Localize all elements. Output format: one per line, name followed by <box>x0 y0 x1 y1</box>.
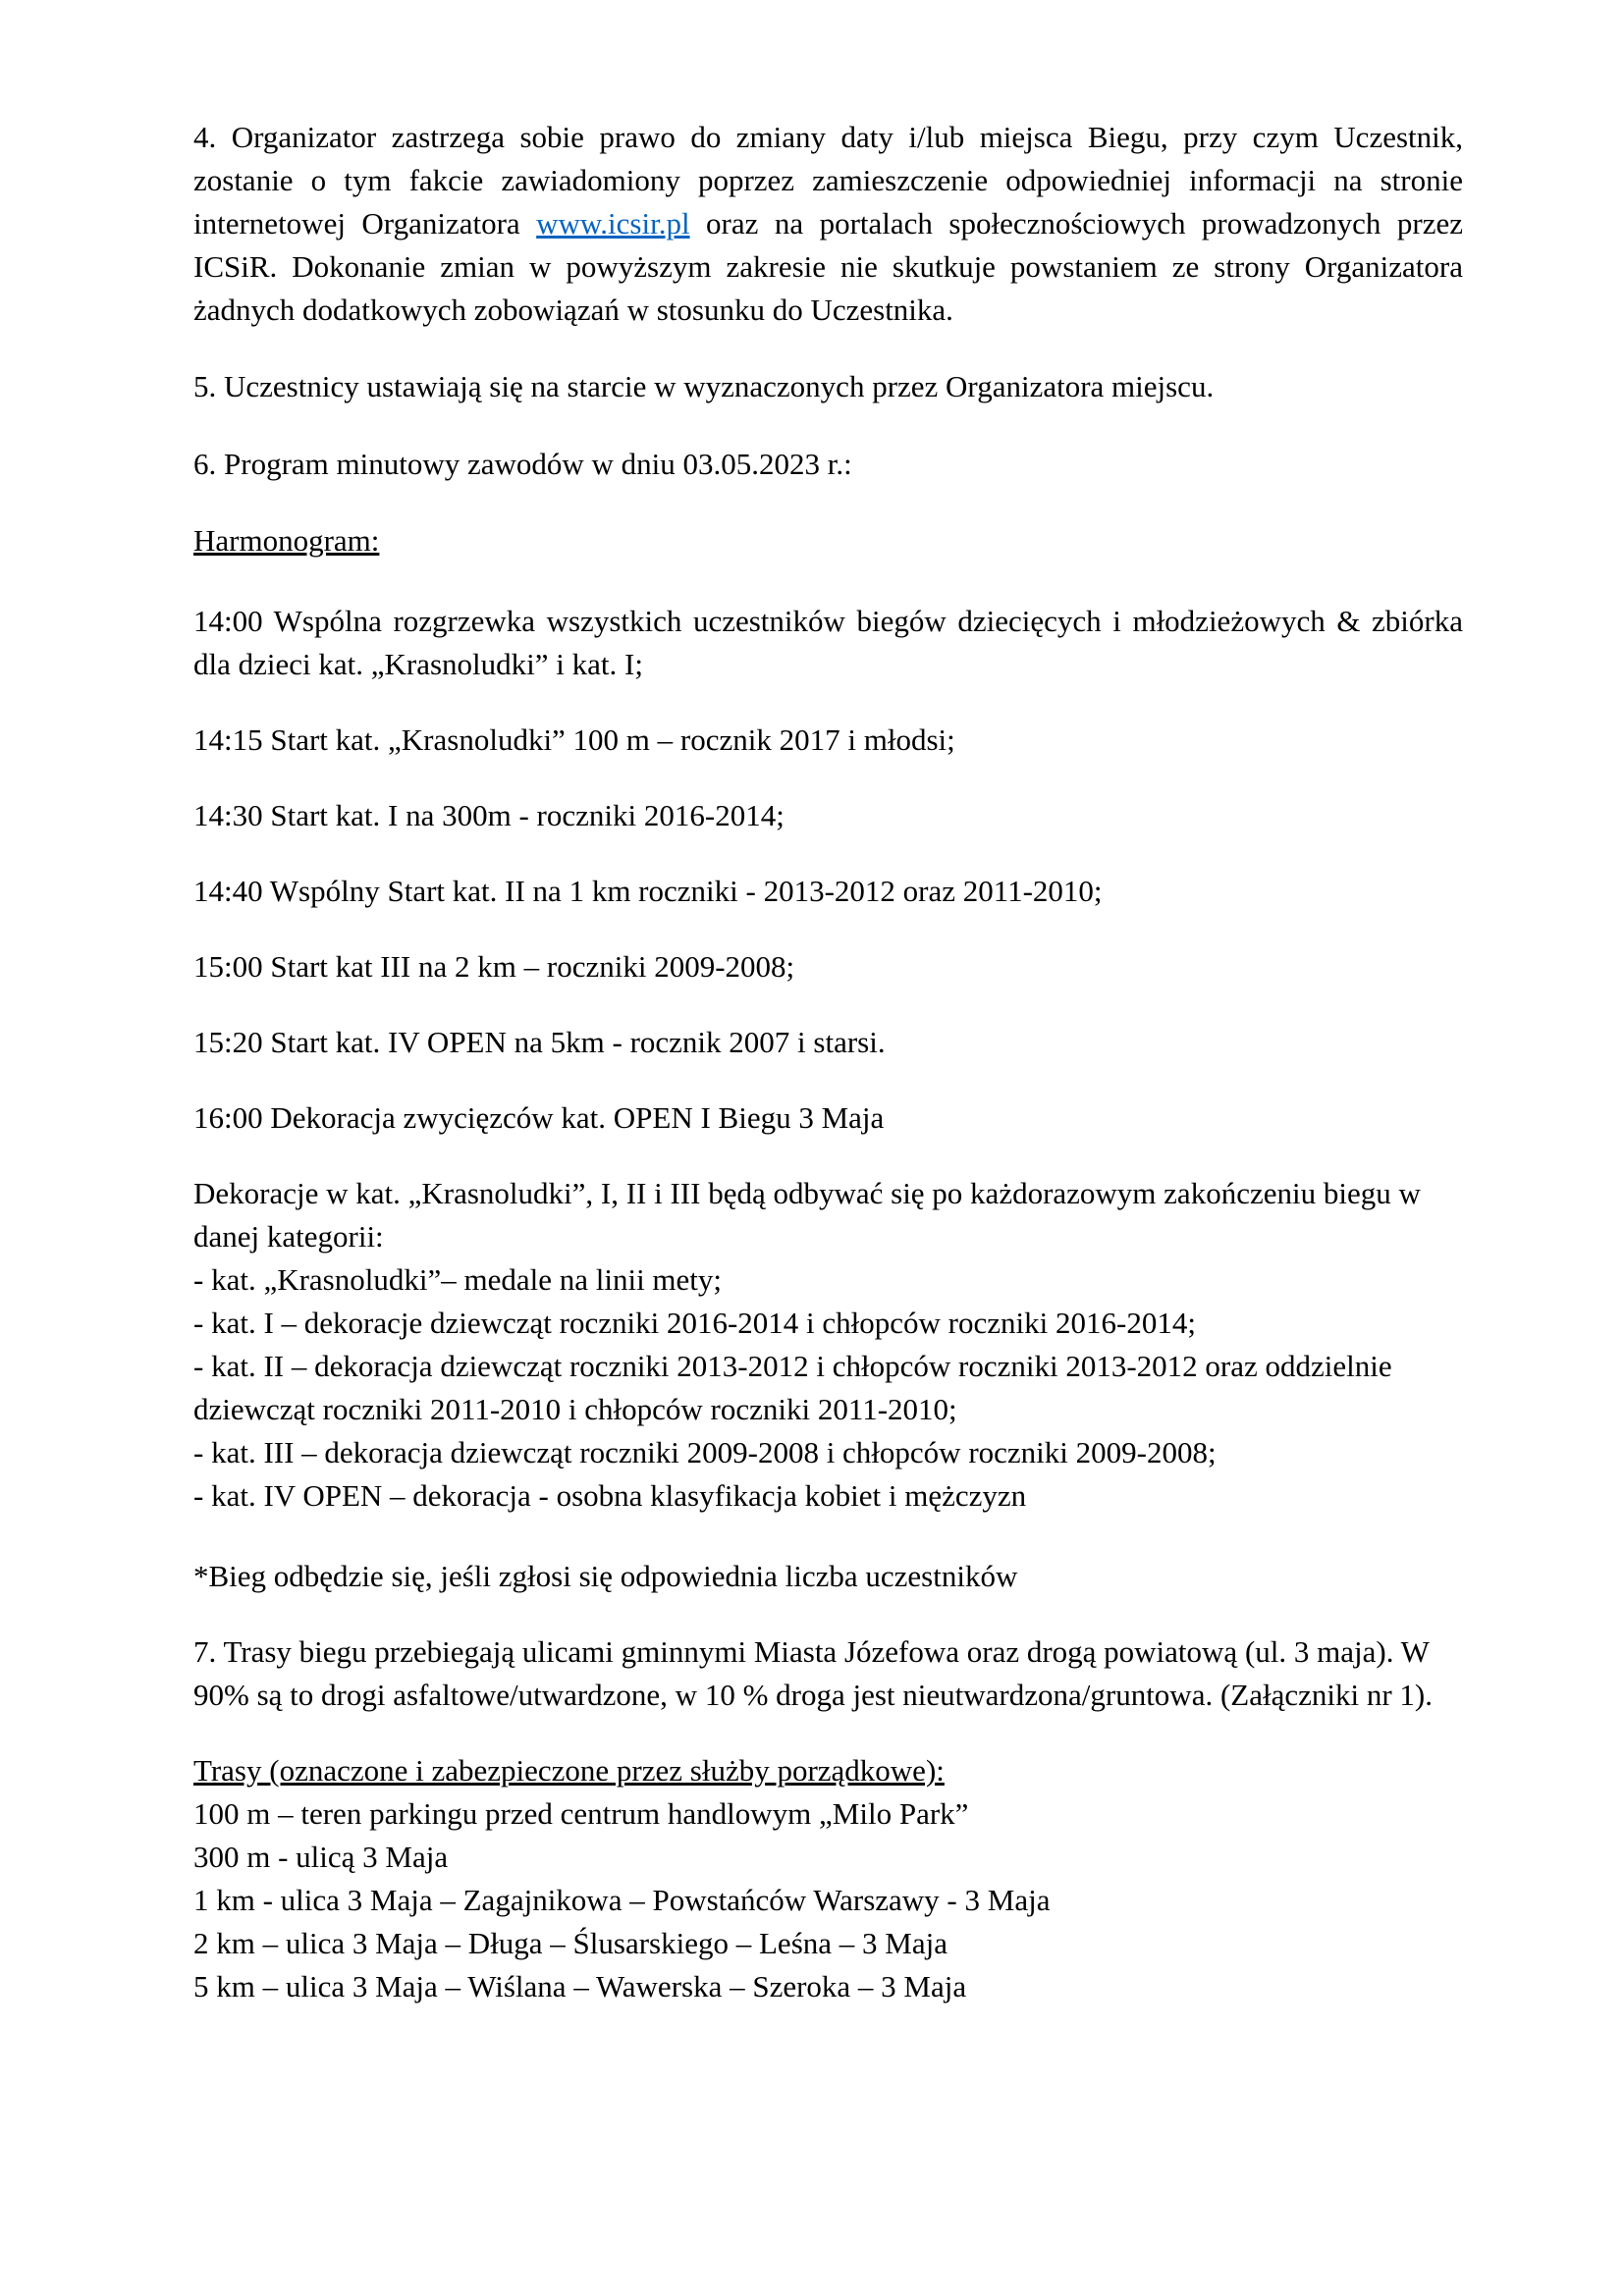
decorations-list <box>193 1258 1463 1518</box>
schedule-item-1: 14:00 Wspólna rozgrzewka wszystkich uczestników biegów dziecięcych i młodzieżowych & zbiórka dla dzieci kat. „Krasnoludki” i kat. I; <box>193 604 1463 681</box>
schedule-item-4: 14:40 Wspólny Start kat. II na 1 km roczniki - 2013-2012 oraz 2011-2010; <box>193 874 1103 908</box>
schedule-item-5: 15:00 Start kat III na 2 km – roczniki 2009-2008; <box>193 949 795 984</box>
schedule-heading: Harmonogram: <box>193 523 380 558</box>
participants-note: *Bieg odbędzie się, jeśli zgłosi się odpowiednia liczba uczestników <box>193 1559 1018 1593</box>
section-6-intro: 6. Program minutowy zawodów w dniu 03.05.2023 r.: <box>193 447 852 481</box>
routes-list <box>193 1792 1463 2008</box>
routes-heading: Trasy (oznaczone i zabezpieczone przez służby porządkowe): <box>193 1753 945 1788</box>
decoration-item: - kat. II – dekoracja dziewcząt roczniki 2013-2012 i chłopców roczniki 2013-2012 oraz oddzielnie dziewcząt roczniki 2011-2010 i chłopców roczniki 2011-2010; <box>193 1349 1392 1426</box>
route-item: 300 m - ulicą 3 Maja <box>193 1840 449 1874</box>
route-item: 5 km – ulica 3 Maja – Wiślana – Wawerska – Szeroka – 3 Maja <box>193 1969 967 2003</box>
section-4-text-start: 4. Organizator zastrzega sobie prawo do zmiany daty i/lub miejsca Biegu, przy czym Uczestnik, zostanie o tym fakcie zawiadomiony poprzez zamieszczenie odpowiedniej informacji na stronie internetowej Organizatora <box>193 120 1463 240</box>
schedule-item-2: 14:15 Start kat. „Krasnoludki” 100 m – rocznik 2017 i młodsi; <box>193 722 955 757</box>
route-item: 100 m – teren parkingu przed centrum handlowym „Milo Park” <box>193 1796 969 1831</box>
icsir-website-link[interactable]: www.icsir.pl <box>536 206 690 240</box>
route-item: 2 km – ulica 3 Maja – Długa – Ślusarskiego – Leśna – 3 Maja <box>193 1926 947 1960</box>
section-7-paragraph: 7. Trasy biegu przebiegają ulicami gminnymi Miasta Józefowa oraz drogą powiatową (ul. 3 maja). W 90% są to drogi asfaltowe/utwardzone, w 10 % droga jest nieutwardzona/gruntowa. (Załączniki nr 1). <box>193 1634 1433 1712</box>
decoration-item: - kat. „Krasnoludki”– medale na linii mety; <box>193 1262 723 1297</box>
decorations-intro: Dekoracje w kat. „Krasnoludki”, I, II i III będą odbywać się po każdorazowym zakończeniu biegu w danej kategorii: <box>193 1176 1421 1254</box>
section-5-paragraph: 5. Uczestnicy ustawiają się na starcie w wyznaczonych przez Organizatora miejscu. <box>193 369 1215 403</box>
decoration-item: - kat. I – dekoracje dziewcząt roczniki 2016-2014 i chłopców roczniki 2016-2014; <box>193 1306 1196 1340</box>
schedule-item-6: 15:20 Start kat. IV OPEN na 5km - rocznik 2007 i starsi. <box>193 1025 886 1059</box>
route-item: 1 km - ulica 3 Maja – Zagajnikowa – Powstańców Warszawy - 3 Maja <box>193 1883 1051 1917</box>
decoration-item: - kat. IV OPEN – dekoracja - osobna klasyfikacja kobiet i mężczyzn <box>193 1478 1027 1513</box>
schedule-item-3: 14:30 Start kat. I na 300m - roczniki 2016-2014; <box>193 798 785 832</box>
schedule-item-7: 16:00 Dekoracja zwycięzców kat. OPEN I Biegu 3 Maja <box>193 1100 885 1135</box>
section-4-text-end: oraz na portalach społecznościowych prowadzonych przez ICSiR. Dokonanie zmian w powyższym zakresie nie skutkuje powstaniem ze strony Organizatora żadnych dodatkowych zobowiązań w stosunku do Uczestnika. <box>193 206 1463 327</box>
decoration-item: - kat. III – dekoracja dziewcząt roczniki 2009-2008 i chłopców roczniki 2009-2008; <box>193 1435 1217 1469</box>
section-4-paragraph <box>193 116 1463 332</box>
